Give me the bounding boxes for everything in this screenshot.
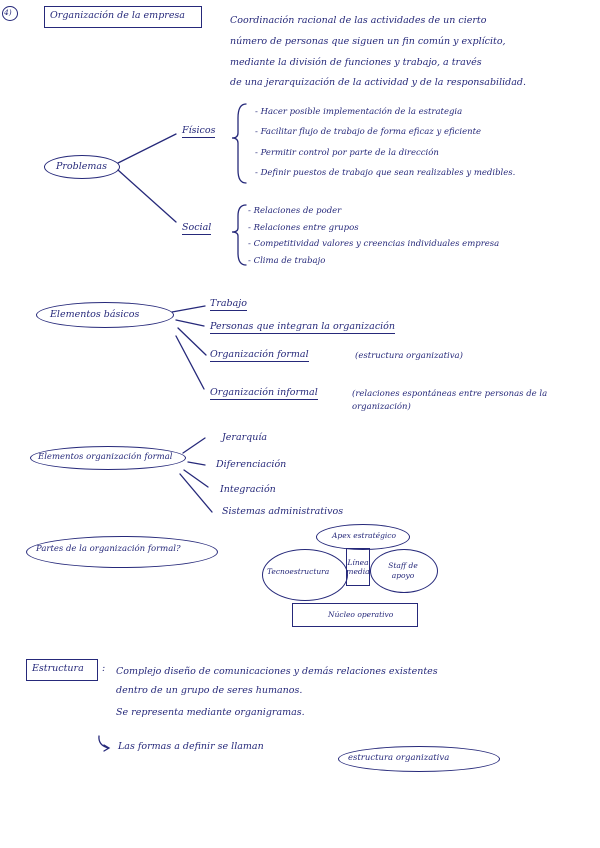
- fisicos-label: Físicos: [182, 125, 216, 136]
- section-title: Organización de la empresa: [50, 10, 185, 21]
- item-marker: 4): [4, 8, 12, 17]
- structure-colon: :: [102, 663, 106, 674]
- structure-def-line-2: dentro de un grupo de seres humanos.: [116, 685, 303, 696]
- basics-item-4: Organización informal: [210, 387, 318, 398]
- basics-item-4-note: (relaciones espontáneas entre personas de la organización): [352, 389, 548, 412]
- structure-forms-text: Las formas a definir se llaman: [118, 741, 264, 752]
- staff-label: Staff de apoyo: [388, 561, 418, 580]
- structure-def-line-1: Complejo diseño de comunicaciones y demás relaciones existentes: [116, 666, 438, 677]
- social-item-1: - Relaciones de poder: [248, 207, 341, 216]
- middle-line-label: Línea media: [346, 558, 370, 576]
- definition-line-2: número de personas que siguen un fin común y explícito,: [230, 36, 506, 47]
- formal-item-4: Sistemas administrativos: [222, 506, 344, 517]
- fisicos-item-3: - Permitir control por parte de la dirección: [255, 149, 439, 158]
- social-item-3: - Competitividad valores y creencias individuales empresa: [248, 240, 499, 249]
- apex-label: Apex estratégico: [332, 531, 396, 540]
- structure-label: Estructura: [32, 663, 84, 674]
- technostructure-label: Tecnoestructura: [267, 567, 330, 576]
- basics-label: Elementos básicos: [50, 309, 140, 320]
- structure-note: Se representa mediante organigramas.: [116, 707, 305, 718]
- social-item-2: - Relaciones entre grupos: [248, 224, 359, 233]
- basics-item-3-note: (estructura organizativa): [355, 351, 463, 361]
- formal-label: Elementos organización formal: [38, 452, 173, 462]
- structure-forms-term: estructura organizativa: [348, 753, 450, 763]
- formal-item-3: Integración: [220, 484, 276, 495]
- formal-item-1: Jerarquía: [222, 432, 268, 443]
- core-label: Núcleo operativo: [328, 610, 394, 619]
- definition-line-4: de una jerarquización de la actividad y de la responsabilidad.: [230, 77, 526, 88]
- fisicos-item-4: - Definir puestos de trabajo que sean realizables y medibles.: [255, 168, 575, 179]
- basics-item-3: Organización formal: [210, 349, 309, 360]
- social-item-4: - Clima de trabajo: [248, 257, 325, 266]
- basics-item-1: Trabajo: [210, 298, 247, 309]
- fisicos-item-2: - Facilitar flujo de trabajo de forma eficaz y eficiente: [255, 128, 481, 137]
- fisicos-item-1: - Hacer posible implementación de la estrategia: [255, 108, 462, 117]
- parts-question: Partes de la organización formal?: [36, 544, 181, 554]
- social-label: Social: [182, 222, 212, 233]
- definition-line-3: mediante la división de funciones y trabajo, a través: [230, 57, 482, 68]
- problems-label: Problemas: [56, 161, 107, 172]
- basics-item-2: Personas que integran la organización: [210, 321, 396, 332]
- definition-line-1: Coordinación racional de las actividades de un cierto: [230, 15, 487, 26]
- formal-item-2: Diferenciación: [216, 459, 287, 470]
